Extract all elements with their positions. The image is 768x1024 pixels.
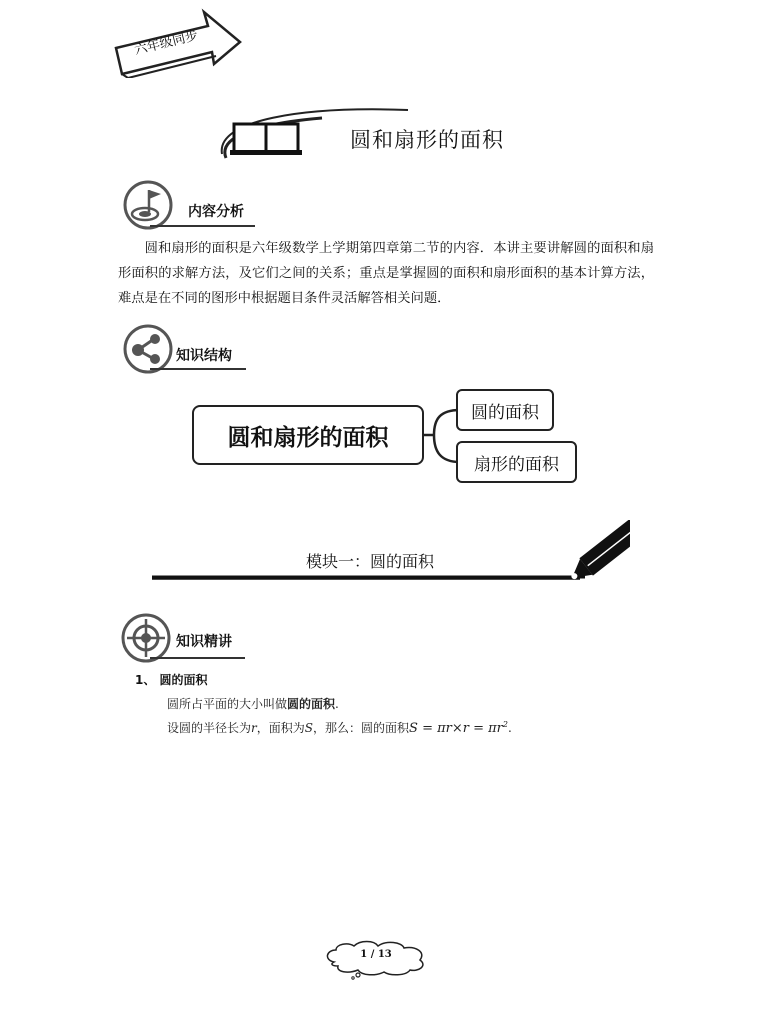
section-title-knowledge-structure: 知识结构 [176,348,232,364]
grade-label: 六年级同步 [132,28,200,59]
formula-text: ，面积为 [256,721,305,735]
section-underline [150,657,245,659]
intro-paragraph: 圆和扇形的面积是六年级数学上学期第四章第二节的内容．本讲主要讲解圆的面积和扇形面积的求解方法，及它们之间的关系；重点是掌握圆的面积和扇形面积的基本计算方法，难点是在不同的图形中根据题目条件灵活解答相关问题． [118,241,654,306]
formula-period: . [507,721,512,735]
flag-target-icon [123,180,173,230]
definition-period: . [335,697,339,711]
cloud-icon [322,940,430,980]
definition-line [167,695,339,712]
item-heading: 1、 圆的面积 [135,673,208,687]
definition-term: 圆的面积 [287,697,336,711]
area-formula: S = πr×r = πr [409,721,503,736]
section-underline [150,225,255,227]
section-title-content-analysis: 内容分析 [188,204,244,220]
mindmap-root: 圆和扇形的面积 [192,405,424,465]
mindmap-child-sector-area: 扇形的面积 [456,441,577,483]
formula-text: ，那么：圆的面积 [313,721,410,735]
crosshair-target-icon [121,613,171,663]
section-title-knowledge-explain: 知识精讲 [176,634,232,650]
formula-line [167,719,512,736]
page-number: 1 / 13 [360,949,392,960]
module-title: 模块一：圆的面积 [306,552,435,571]
network-nodes-icon [123,324,173,374]
variable-s: S [304,721,314,735]
formula-exponent: 2 [502,720,508,729]
page-title: 圆和扇形的面积 [350,128,504,152]
definition-text: 圆所占平面的大小叫做 [167,697,288,711]
section-underline [150,368,246,370]
variable-r: r [251,721,257,735]
formula-text: 设圆的半径长为 [167,721,252,735]
mindmap-child-circle-area: 圆的面积 [456,389,554,431]
